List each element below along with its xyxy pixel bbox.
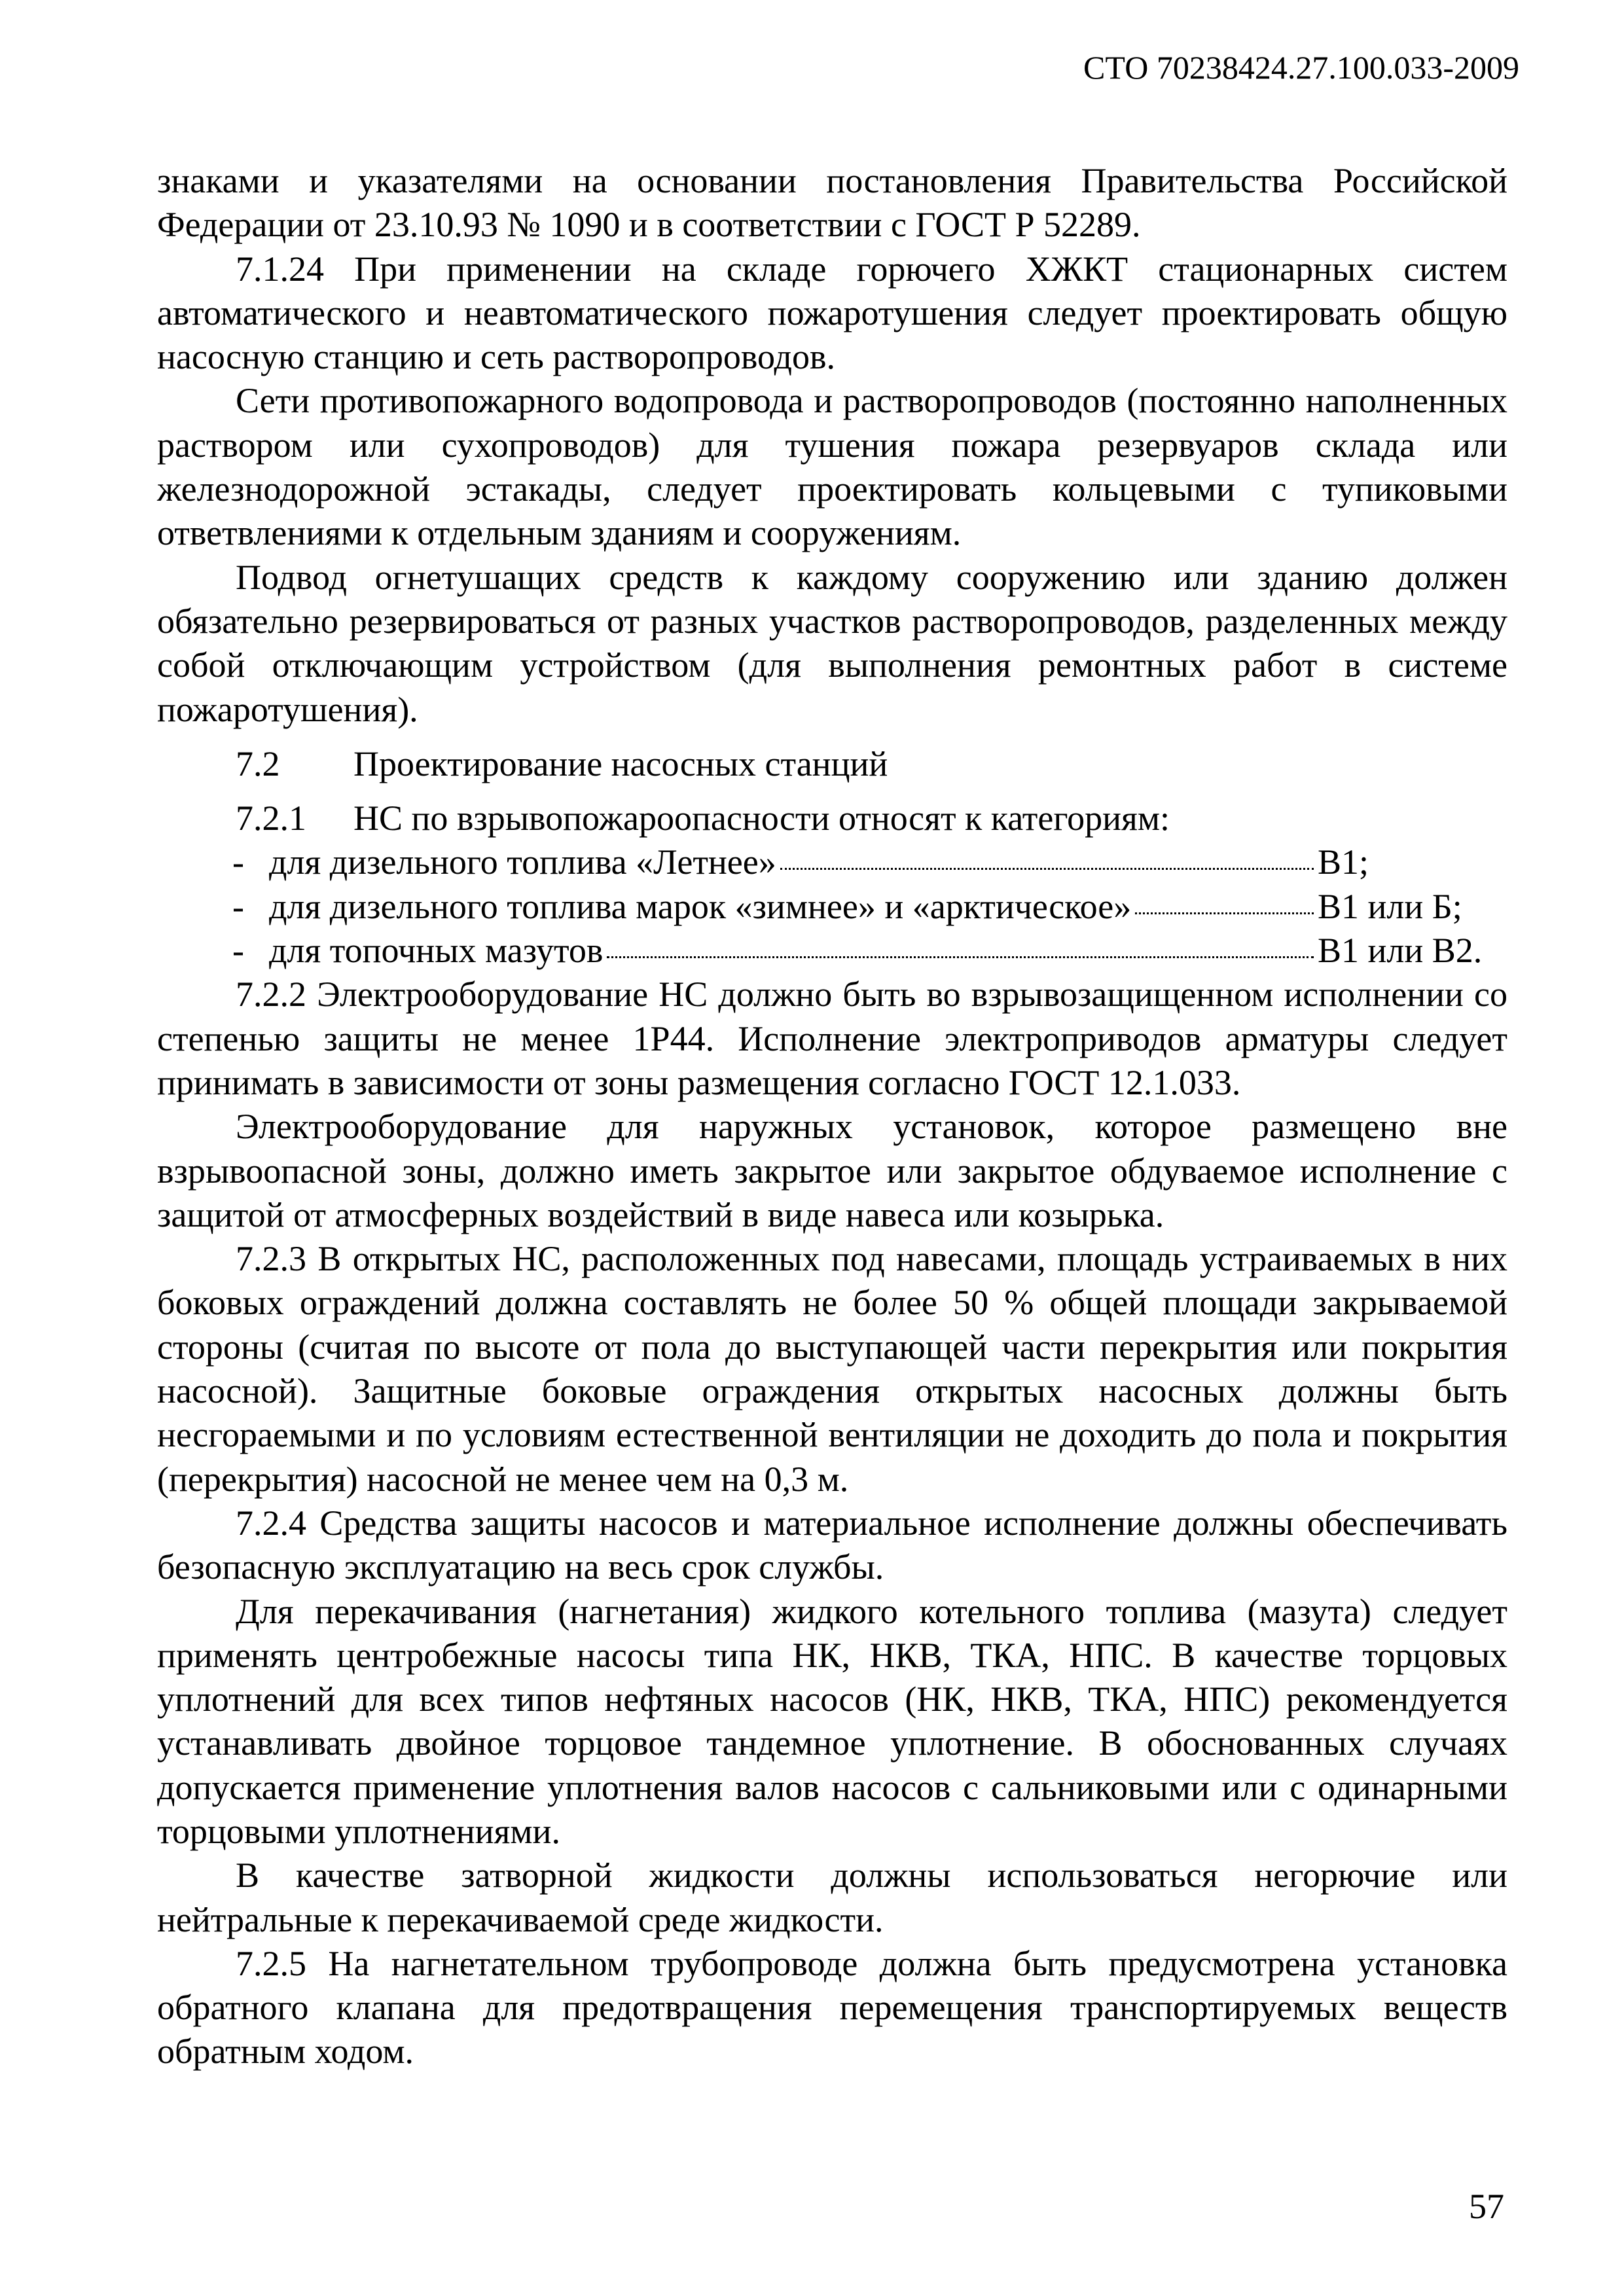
- paragraph-supply-reservation: Подвод огнетушащих средств к каждому сооружению или зданию должен обязательно резервироваться от разных участков растворопроводов, разделенных между собой отключающим устройством (для выполнения ремонтных работ в системе пожаротушения).: [157, 557, 1507, 729]
- category-item: [157, 929, 1507, 973]
- section-title: Проектирование насосных станций: [353, 744, 888, 783]
- paragraph-sealing-fluid: В качестве затворной жидкости должны использоваться негорючие или нейтральные к перекачиваемой среде жидкости.: [157, 1856, 1507, 1939]
- paragraph-7-2-3: 7.2.3 В открытых НС, расположенных под навесами, площадь устраиваемых в них боковых ограждений должна составлять не более 50 % общей площади закрываемой стороны (считая по высоте от пола до выступающей части перекрытия или покрытия насосной). Защитные боковые ограждения открытых насосных должны быть несгораемыми и по условиям естественной вентиляции не доходить до пола и покрытия (перекрытия) насосной не менее чем на 0,3 м.: [157, 1239, 1507, 1499]
- paragraph-pump-types: Для перекачивания (нагнетания) жидкого котельного топлива (мазута) следует применять центробежные насосы типа НК, НКВ, ТКА, НПС. В качестве торцовых уплотнений для всех типов нефтяных насосов (НК, НКВ, ТКА, НПС) рекомендуется устанавливать двойное торцовое тандемное уплотнение. В обоснованных случаях допускается применение уплотнения валов насосов с сальниковыми или с одинарными торцовыми уплотнениями.: [157, 1591, 1507, 1851]
- paragraph-7-2-5: 7.2.5 На нагнетательном трубопроводе должна быть предусмотрена установка обратного клапана для предотвращения перемещения транспортируемых веществ обратным ходом.: [157, 1943, 1507, 2072]
- category-item: [157, 885, 1507, 929]
- paragraph-7-1-24: 7.1.24 При применении на складе горючего ХЖКТ стационарных систем автоматического и неавтоматического пожаротушения следует проектировать общую насосную станцию и сеть растворопроводов.: [157, 249, 1507, 377]
- category-value: В1 или Б;: [1318, 886, 1462, 926]
- dotted-leader: [780, 868, 1314, 870]
- document-code-header: СТО 70238424.27.100.033-2009: [1083, 49, 1519, 86]
- paragraph-7-2-2: 7.2.2 Электрооборудование НС должно быть во взрывозащищенном исполнении со степенью защиты не менее 1Р44. Исполнение электроприводов арматуры следует принимать в зависимости от зоны размещения согласно ГОСТ 12.1.033.: [157, 975, 1507, 1102]
- section-heading-7-2: [157, 742, 1507, 786]
- category-value: В1;: [1318, 842, 1369, 882]
- category-label: для дизельного топлива марок «зимнее» и «арктическое»: [269, 886, 1132, 926]
- clause-number: 7.2.1: [236, 798, 306, 838]
- section-number: 7.2: [236, 744, 280, 783]
- dotted-leader: [1135, 912, 1314, 914]
- paragraph-continuation: знаками и указателями на основании постановления Правительства Российской Федерации от 23.10.93 № 1090 и в соответствии с ГОСТ Р 52289.: [157, 161, 1507, 245]
- document-body: [157, 159, 1507, 2074]
- category-value: В1 или В2.: [1318, 931, 1483, 971]
- list-dash: -: [232, 842, 244, 882]
- dotted-leader: [607, 956, 1314, 958]
- list-dash: -: [232, 886, 244, 926]
- clause-7-2-1: [157, 797, 1507, 840]
- page-number: 57: [1469, 2187, 1504, 2226]
- category-label: для топочных мазутов: [269, 931, 604, 971]
- paragraph-fire-water-networks: Сети противопожарного водопровода и растворопроводов (постоянно наполненных раствором или сухопроводов) для тушения пожара резервуаров склада или железнодорожной эстакады, следует проектировать кольцевыми с тупиковыми ответвлениями к отдельным зданиям и сооружениям.: [157, 381, 1507, 553]
- clause-text: НС по взрывопожароопасности относят к категориям:: [353, 798, 1170, 838]
- list-dash: -: [232, 931, 244, 971]
- paragraph-7-2-4: 7.2.4 Средства защиты насосов и материальное исполнение должны обеспечивать безопасную эксплуатацию на весь срок службы.: [157, 1503, 1507, 1587]
- paragraph-outdoor-equipment: Электрооборудование для наружных установок, которое размещено вне взрывоопасной зоны, должно иметь закрытое или закрытое обдуваемое исполнение с защитой от атмосферных воздействий в виде навеса или козырька.: [157, 1107, 1507, 1234]
- category-item: [157, 840, 1507, 884]
- category-label: для дизельного топлива «Летнее»: [269, 842, 776, 882]
